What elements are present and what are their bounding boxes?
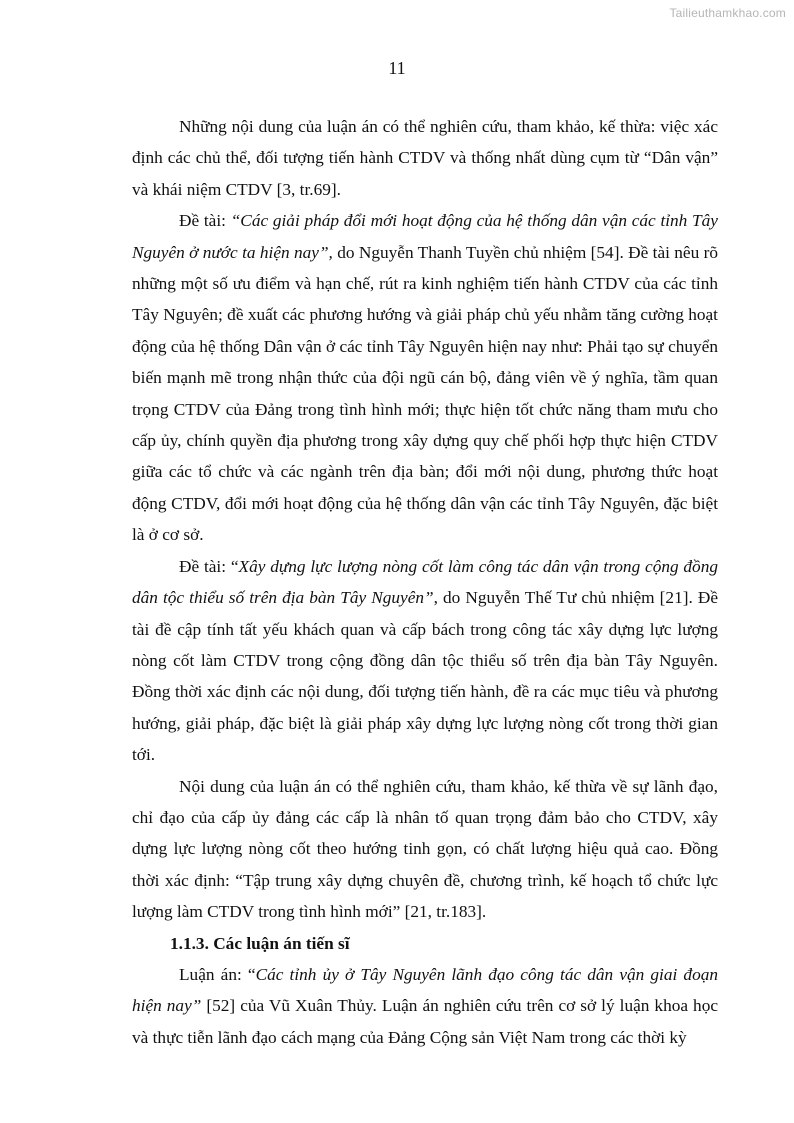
paragraph-2 bbox=[132, 205, 718, 550]
section-heading: 1.1.3. Các luận án tiến sĩ bbox=[170, 933, 350, 953]
document-body bbox=[132, 111, 718, 1053]
page-number: 11 bbox=[388, 58, 406, 78]
paragraph-3 bbox=[132, 551, 718, 771]
paragraph-2-lead: Đề tài: bbox=[179, 211, 231, 231]
paragraph-5-body: [52] của Vũ Xuân Thủy. Luận án nghiên cứu trên cơ sở lý luận khoa học và thực tiễn lãnh đạo cách mạng của Đảng Cộng sản Việt Nam trong các thời kỳ bbox=[132, 996, 719, 1047]
paragraph-5-lead: Luận án: “ bbox=[179, 964, 256, 984]
paragraph-2-body: do Nguyễn Thanh Tuyền chủ nhiệm [54]. Đề tài nêu rõ những một số ưu điểm và hạn chế, rút ra kinh nghiệm tiến hành CTDV của các tỉnh Tây Nguyên; đề xuất các phương hướng và giải pháp chủ yếu nhằm tăng cường hoạt động của hệ thống Dân vận ở các tỉnh Tây Nguyên hiện nay như: Phải tạo sự chuyển biến mạnh mẽ trong nhận thức của đội ngũ cán bộ, đảng viên về ý nghĩa, tầm quan trọng CTDV của Đảng trong tình hình mới; thực hiện tốt chức năng tham mưu cho cấp ủy, chính quyền địa phương trong xây dựng quy chế phối hợp thực hiện CTDV giữa các tổ chức và các ngành trên địa bàn; đổi mới nội dung, phương thức hoạt động CTDV, đổi mới hoạt động của hệ thống dân vận các tỉnh Tây Nguyên, đặc biệt là ở cơ sở. bbox=[132, 242, 719, 545]
paragraph-5 bbox=[132, 959, 718, 1053]
paragraph-3-lead: Đề tài: “ bbox=[179, 556, 239, 576]
paragraph-3-title: Xây dựng lực lượng nòng cốt làm công tác dân vận trong cộng đồng dân tộc thiểu số trên địa bàn Tây Nguyên” bbox=[132, 556, 718, 608]
paragraph-2-title: “Các giải pháp đổi mới hoạt động của hệ thống dân vận các tỉnh Tây Nguyên ở nước ta hiện nay”, bbox=[132, 211, 718, 262]
paragraph-4: Nội dung của luận án có thể nghiên cứu, tham khảo, kế thừa về sự lãnh đạo, chỉ đạo của cấp ủy đảng các cấp là nhân tố quan trọng đảm bảo cho CTDV, xây dựng lực lượng nòng cốt theo hướng tinh gọn, có chất lượng hiệu quả cao. Đồng thời xác định: “Tập trung xây dựng chuyên đề, chương trình, kế hoạch tổ chức lực lượng làm CTDV trong tình hình mới” [21, tr.183]. bbox=[132, 776, 718, 922]
watermark: Tailieuthamkhao.com bbox=[669, 6, 786, 20]
paragraph-3-body: , do Nguyễn Thế Tư chủ nhiệm [21]. Đề tài đề cập tính tất yếu khách quan và cấp bách trong công tác xây dựng lực lượng nòng cốt làm CTDV trong cộng đồng dân tộc thiểu số trên địa bàn Tây Nguyên. Đồng thời xác định các nội dung, đối tượng tiến hành, đề ra các mục tiêu và phương hướng, giải pháp, đặc biệt là giải pháp xây dựng lực lượng nòng cốt trong thời gian tới. bbox=[132, 588, 719, 765]
paragraph-1: Những nội dung của luận án có thể nghiên cứu, tham khảo, kế thừa: việc xác định các chủ thể, đối tượng tiến hành CTDV và thống nhất dùng cụm từ “Dân vận” và khái niệm CTDV [3, tr.69]. bbox=[132, 117, 718, 199]
paragraph-5-title: Các tỉnh ủy ở Tây Nguyên lãnh đạo công tác dân vận giai đoạn hiện nay” bbox=[132, 964, 718, 1016]
